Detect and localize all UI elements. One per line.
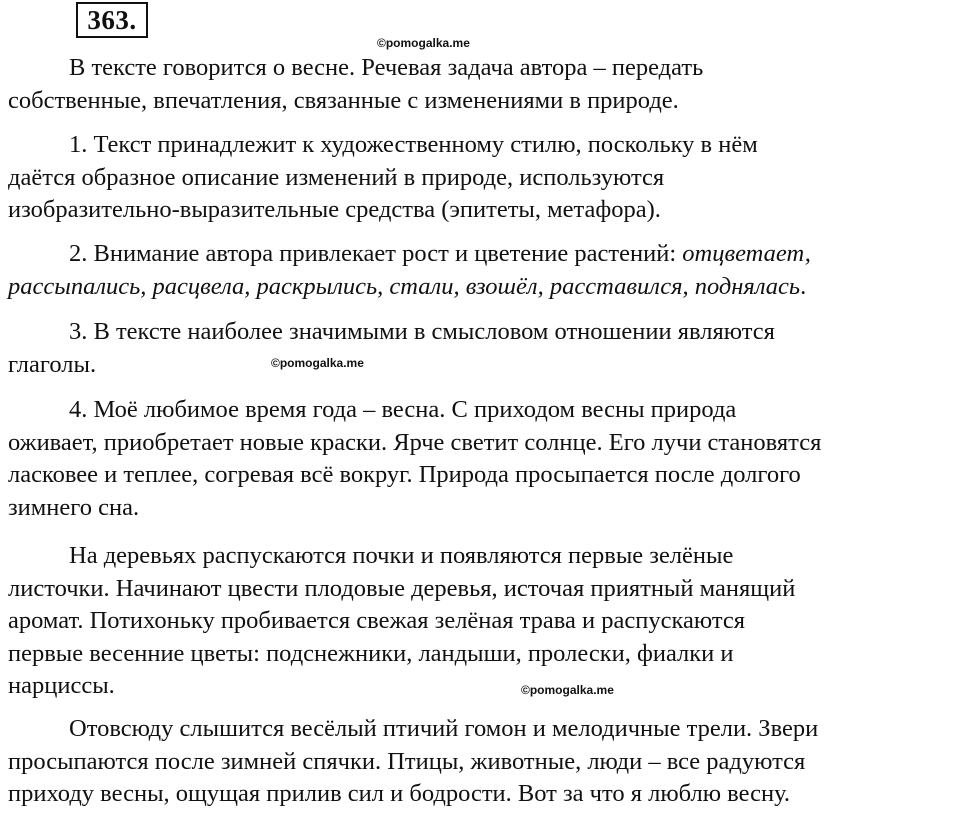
text-line: первые весенние цветы: подснежники, ландыши, пролески, фиалки и (8, 639, 734, 667)
text-line (8, 238, 960, 271)
text-line: собственные, впечатления, связанные с изменениями в природе. (8, 86, 679, 114)
paragraph-point-2 (8, 238, 960, 303)
italic-verbs: отцветает, (682, 240, 811, 267)
text-line: листочки. Начинают цвести плодовые деревья, источая приятный манящий (8, 574, 796, 602)
paragraph-spring-nature (8, 540, 960, 703)
exercise-number-box: 363. (76, 2, 148, 38)
text-line: оживает, приобретает новые краски. Ярче светит солнце. Его лучи становятся (8, 428, 822, 456)
paragraph-point-3 (8, 316, 960, 381)
watermark-bottom: ©pomogalka.me (521, 683, 614, 697)
watermark-top: ©pomogalka.me (377, 36, 470, 50)
paragraph-intro (8, 52, 960, 117)
paragraph-point-1 (8, 129, 960, 227)
text-line: даётся образное описание изменений в природе, используются (8, 163, 665, 191)
text-line: ласковее и теплее, согревая всё вокруг. Природа просыпается после долгого (8, 461, 801, 488)
paragraph-point-4 (8, 394, 960, 524)
text-line: изобразительно-выразительные средства (эпитеты, метафора). (8, 196, 661, 223)
text-line: нарциссы. (8, 672, 115, 699)
text-line: На деревьях распускаются почки и появляются первые зелёные (69, 542, 734, 569)
text-line: 4. Моё любимое время года – весна. С приходом весны природа (69, 396, 737, 423)
watermark-middle: ©pomogalka.me (271, 356, 364, 370)
paragraph-conclusion (8, 713, 960, 811)
text-line: зимнего сна. (8, 493, 140, 521)
italic-verbs: рассыпались, расцвела, раскрылись, стали, взошёл, расставился, поднялась (8, 272, 801, 300)
text-line: 3. В тексте наиболее значимыми в смысловом отношении являются (69, 318, 775, 345)
text-line: 1. Текст принадлежит к художественному стилю, поскольку в нём (69, 131, 758, 158)
text-line (8, 271, 960, 304)
text-line: Отовсюду слышится весёлый птичий гомон и мелодичные трели. Звери (69, 715, 819, 742)
plain-text: 2. Внимание автора привлекает рост и цветение растений: (69, 240, 683, 267)
plain-text: . (800, 272, 807, 300)
text-line: В тексте говорится о весне. Речевая задача автора – передать (69, 54, 704, 81)
text-line: просыпаются после зимней спячки. Птицы, животные, люди – все радуются (8, 747, 806, 775)
text-line: аромат. Потихоньку пробивается свежая зелёная трава и распускаются (8, 607, 746, 634)
text-line: глаголы. (8, 350, 97, 378)
text-line: приходу весны, ощущая прилив сил и бодрости. Вот за что я люблю весну. (8, 780, 790, 807)
